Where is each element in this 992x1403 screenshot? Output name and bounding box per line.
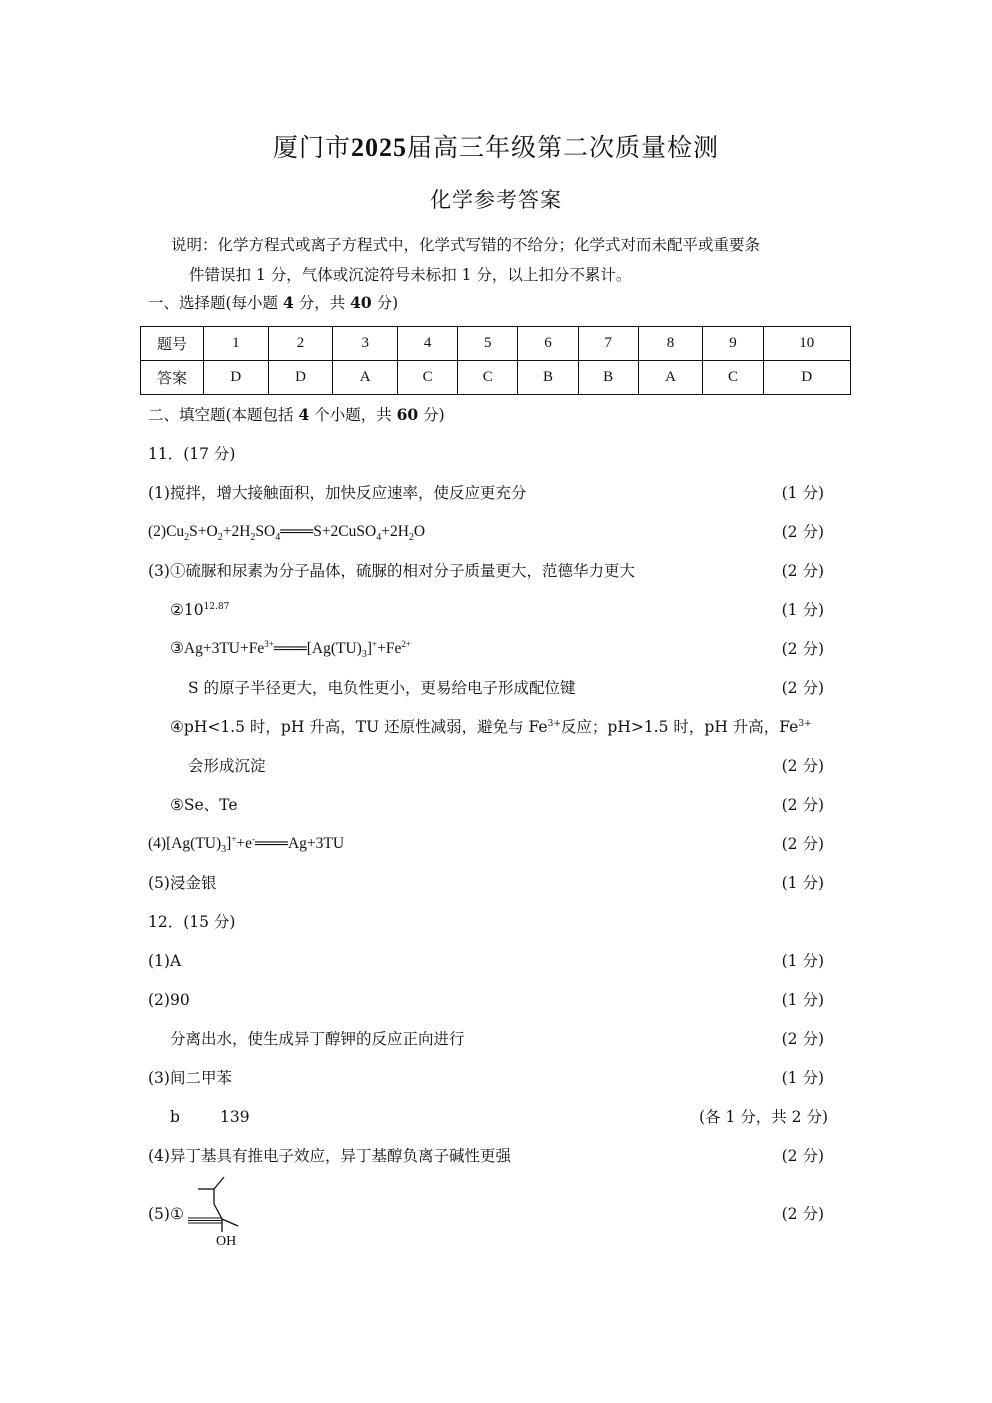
document-title: 厦门市2025届高三年级第二次质量检测: [272, 133, 720, 162]
oh-label: OH: [216, 1234, 237, 1249]
structural-formula-image: [186, 1174, 256, 1250]
table-cell: C: [398, 361, 458, 395]
q11-answer-4: $(4)[Ag(TU)_3]^++e^-═══Ag+3TU$: [148, 833, 345, 856]
q11-score-3-3-extra: (2 分): [781, 679, 824, 697]
q12-score-2-extra: (2 分): [781, 1030, 824, 1048]
table-cell: 7: [578, 327, 638, 361]
q11-answer-2: $(2)Cu_2S+O_2+2H_2SO_4═══S+2CuSO_4+2H_2O$: [148, 523, 426, 544]
table-cell: C: [703, 361, 763, 395]
q12-answer-3: (3)间二甲苯: [148, 1069, 232, 1087]
table-cell: D: [268, 361, 333, 395]
q11-score-3-3: (2 分): [781, 640, 824, 658]
q11-answer-3-1: (3)①硫脲和尿素为分子晶体，硫脲的相对分子质量更大，范德华力更大: [148, 562, 635, 580]
table-cell: 3: [333, 327, 398, 361]
q12-answer-3-value: 139: [220, 1108, 250, 1126]
table-cell: 2: [268, 327, 333, 361]
q12-score-3-extra: (各 1 分，共 2 分): [698, 1108, 828, 1126]
table-cell: C: [458, 361, 518, 395]
q11-answer-3-5: ⑤Se、Te: [170, 796, 238, 814]
q11-score-2: (2 分): [781, 523, 824, 541]
q12-answer-4: (4)异丁基具有推电子效应，异丁基醇负离子碱性更强: [148, 1147, 511, 1165]
table-cell: A: [333, 361, 398, 395]
q12-score-4: (2 分): [781, 1147, 824, 1165]
q12-answer-2-extra: 分离出水，使生成异丁醇钾的反应正向进行: [170, 1030, 465, 1048]
q12-score-1: (1 分): [781, 952, 824, 970]
q12-answer-2: (2)90: [148, 991, 190, 1009]
q11-score-3-5: (2 分): [781, 796, 824, 814]
table-cell: A: [638, 361, 703, 395]
table-cell: 10: [763, 327, 850, 361]
table-cell: D: [204, 361, 269, 395]
section-2-title: 二、填空题(本题包括 4 个小题，共 60 分): [148, 405, 445, 424]
table-cell: B: [518, 361, 578, 395]
table-cell: D: [763, 361, 850, 395]
q11-answer-3-4-cont: 会形成沉淀: [188, 757, 266, 775]
q11-score-3-4: (2 分): [781, 757, 824, 775]
q11-answer-3-4: ④pH<1.5 时，pH 升高，TU 还原性减弱，避免与 $Fe^{3+}$反应；pH>1.5 时，pH 升高，$Fe^{3+}$: [170, 718, 812, 736]
q11-answer-3-3: $③Ag+3TU+Fe^{3+}═══[Ag(TU)_3]^++Fe^{2+}$: [170, 638, 411, 661]
q12-score-2: (1 分): [781, 991, 824, 1009]
answer-table: [140, 326, 851, 395]
table-cell: 9: [703, 327, 763, 361]
q12-answer-1: (1)A: [148, 952, 182, 970]
q11-answer-3-2: $②10^{12.87}$: [170, 601, 230, 619]
q11-heading: 11．(17 分): [148, 445, 236, 463]
document-subtitle: 化学参考答案: [430, 188, 562, 212]
q12-heading: 12．(15 分): [148, 913, 236, 931]
table-header-cell: 题号: [141, 327, 204, 361]
table-row-answers: [141, 361, 851, 395]
table-row-numbers: [141, 327, 851, 361]
q12-answer-3-b: b: [170, 1108, 180, 1126]
table-cell: 1: [204, 327, 269, 361]
q11-score-5: (1 分): [781, 874, 824, 892]
q12-answer-5-label: (5)①: [148, 1205, 184, 1223]
q11-answer-5: (5)浸金银: [148, 874, 217, 892]
q11-score-3-2: (1 分): [781, 601, 824, 619]
q11-score-3-1: (2 分): [781, 562, 824, 580]
q12-score-3: (1 分): [781, 1069, 824, 1087]
table-header-cell: 答案: [141, 361, 204, 395]
table-cell: 5: [458, 327, 518, 361]
table-cell: 8: [638, 327, 703, 361]
section-1-title: 一、选择题(每小题 4 分，共 40 分): [148, 293, 399, 312]
note-line-1: 说明：化学方程式或离子方程式中，化学式写错的不给分；化学式对而未配平或重要条: [171, 236, 761, 254]
note-line-2: 件错误扣 1 分，气体或沉淀符号未标扣 1 分，以上扣分不累计。: [189, 266, 632, 284]
q11-score-4: (2 分): [781, 835, 824, 853]
q11-answer-3-3-extra: S 的原子半径更大，电负性更小，更易给电子形成配位键: [188, 679, 576, 697]
q12-score-5: (2 分): [781, 1205, 824, 1223]
table-cell: B: [578, 361, 638, 395]
table-cell: 6: [518, 327, 578, 361]
q11-score-1: (1 分): [781, 484, 824, 502]
q11-answer-1: (1)搅拌，增大接触面积，加快反应速率，使反应更充分: [148, 484, 527, 502]
grading-note: [171, 230, 851, 290]
table-cell: 4: [398, 327, 458, 361]
